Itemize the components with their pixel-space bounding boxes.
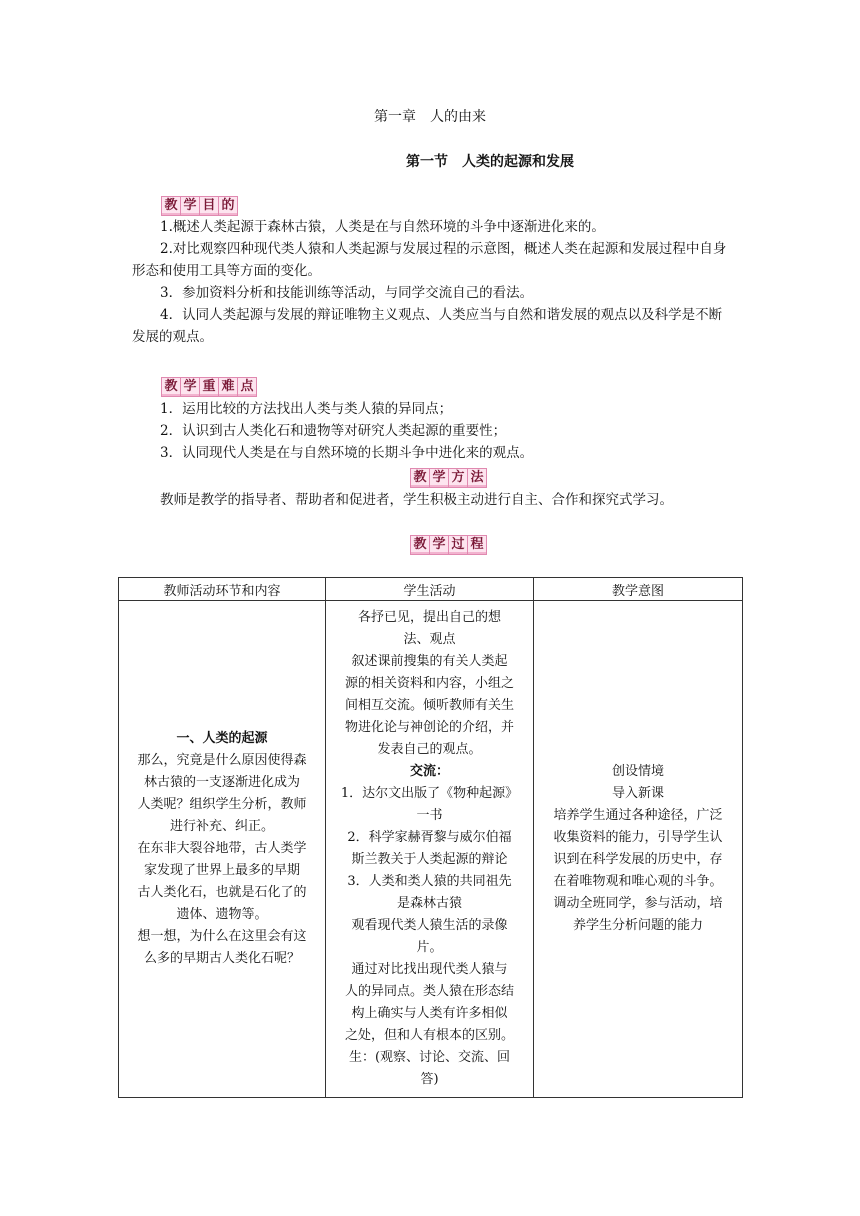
chapter-title: 第一章 人的由来 (374, 109, 486, 125)
badge-char: 程 (467, 535, 487, 555)
badge-char: 学 (180, 196, 200, 216)
badge-char: 点 (237, 377, 257, 397)
intent-line: 调动全班同学，参与活动，培 (553, 896, 723, 911)
teacher-line: 进行补充、纠正。 (169, 819, 274, 834)
intent-line: 导入新课 (611, 786, 664, 801)
student-line: 各抒已见，提出自己的想 (357, 610, 501, 625)
badge-char: 法 (467, 468, 487, 488)
student-line: 源的相关资料和内容，小组之 (344, 676, 514, 691)
teacher-line: 林古猿的一支逐渐进化成为 (143, 775, 300, 790)
key-point-item: 3．认同现代人类是在与自然环境的长期斗争中进化来的观点。 (160, 445, 534, 461)
teacher-line: 遗体、遗物等。 (176, 907, 268, 922)
student-line: 观看现代类人猿生活的录像 (351, 918, 508, 933)
teacher-line: 在东非大裂谷地带，古人类学 (137, 841, 307, 856)
badge-char: 教 (410, 535, 430, 555)
badge-char: 学 (429, 468, 449, 488)
student-line: 交流： (409, 764, 449, 779)
intent-line: 创设情境 (611, 764, 664, 779)
intent-line: 培养学生通过各种途径，广泛 (553, 808, 723, 823)
teacher-line: 想一想，为什么在这里会有这 (137, 929, 307, 944)
student-line: 2．科学家赫胥黎与威尔伯福 (347, 830, 512, 845)
student-line: 人的异同点。类人猿在形态结 (344, 984, 514, 999)
objective-item: 1.概述人类起源于森林古猿，人类是在与自然环境的斗争中逐渐进化来的。 (160, 219, 605, 235)
method-text (160, 489, 760, 511)
student-line: 发表自己的观点。 (377, 742, 482, 757)
intent-line: 养学生分析问题的能力 (572, 918, 703, 933)
teacher-line: 么多的早期古人类化石呢？ (143, 951, 300, 966)
student-line: 3．人类和类人猿的共同祖先 (347, 874, 512, 889)
header-intent: 教学意图 (534, 578, 743, 601)
student-line: 之处，但和人有根本的区别。 (344, 1028, 514, 1043)
teacher-line: 那么，究竟是什么原因使得森 (137, 753, 307, 768)
badge-char: 的 (218, 196, 238, 216)
process-badge (410, 535, 486, 555)
badge-char: 方 (448, 468, 468, 488)
teacher-line: 家发现了世界上最多的早期 (143, 863, 300, 878)
header-student: 学生活动 (326, 578, 534, 601)
objectives-badge (161, 196, 237, 216)
badge-char: 目 (199, 196, 219, 216)
objective-item: 2.对比观察四种现代类人猿和人类起源与发展过程的示意图，概述人类在起源和发展过程中自身形态和使用工具等方面的变化。 (132, 241, 727, 279)
method-badge (410, 468, 486, 488)
process-table (118, 577, 743, 1098)
section-title: 第一节 人类的起源和发展 (406, 154, 574, 170)
key-points-list (160, 398, 760, 464)
table-header-row (119, 578, 743, 601)
intent-line: 识到在科学发展的历史中，存 (553, 852, 723, 867)
student-line: 斯兰教关于人类起源的辩论 (351, 852, 508, 867)
student-line: 是森林古猿 (396, 896, 462, 911)
student-line: 通过对比找出现代类人猿与 (351, 962, 508, 977)
badge-char: 学 (180, 377, 200, 397)
key-points-badge (161, 377, 256, 397)
method-paragraph: 教师是教学的指导者、帮助者和促进者，学生积极主动进行自主、合作和探究式学习。 (160, 492, 673, 508)
student-line: 生：(观察、讨论、交流、回 (348, 1050, 511, 1065)
student-line: 1．达尔文出版了《物种起源》 (340, 786, 519, 801)
student-line: 间相互交流。倾听教师有关生 (344, 698, 514, 713)
teacher-cell (119, 601, 326, 1098)
key-point-item: 1．运用比较的方法找出人类与类人猿的异同点； (160, 401, 453, 417)
student-cell (326, 601, 534, 1098)
intent-cell (534, 601, 743, 1098)
badge-char: 过 (448, 535, 468, 555)
student-line: 物进化论与神创论的介绍，并 (344, 720, 514, 735)
badge-char: 教 (161, 377, 181, 397)
objectives-list (132, 216, 732, 348)
table-row (119, 601, 743, 1098)
student-line: 叙述课前搜集的有关人类起 (351, 654, 508, 669)
student-line: 一书 (416, 808, 443, 823)
student-line: 片。 (416, 940, 443, 955)
intent-line: 收集资料的能力，引导学生认 (553, 830, 723, 845)
key-point-item: 2．认识到古人类化石和遗物等对研究人类起源的重要性； (160, 423, 507, 439)
student-line: 法、观点 (403, 632, 456, 647)
student-line: 答) (420, 1072, 439, 1087)
badge-char: 难 (218, 377, 238, 397)
badge-char: 教 (410, 468, 430, 488)
objective-item: 3．参加资料分析和技能训练等活动，与同学交流自己的看法。 (160, 285, 534, 301)
badge-char: 重 (199, 377, 219, 397)
student-line: 构上确实与人类有许多相似 (351, 1006, 508, 1021)
badge-char: 学 (429, 535, 449, 555)
intent-line: 在着唯物观和唯心观的斗争。 (553, 874, 723, 889)
badge-char: 教 (161, 196, 181, 216)
teacher-line: 人类呢？组织学生分析，教师 (137, 797, 307, 812)
teacher-line: 一、人类的起源 (176, 731, 268, 746)
objective-item: 4．认同人类起源与发展的辩证唯物主义观点、人类应当与自然和谐发展的观点以及科学是不断发展的观点。 (132, 307, 723, 345)
teacher-line: 古人类化石，也就是石化了的 (137, 885, 307, 900)
header-teacher: 教师活动环节和内容 (119, 578, 326, 601)
